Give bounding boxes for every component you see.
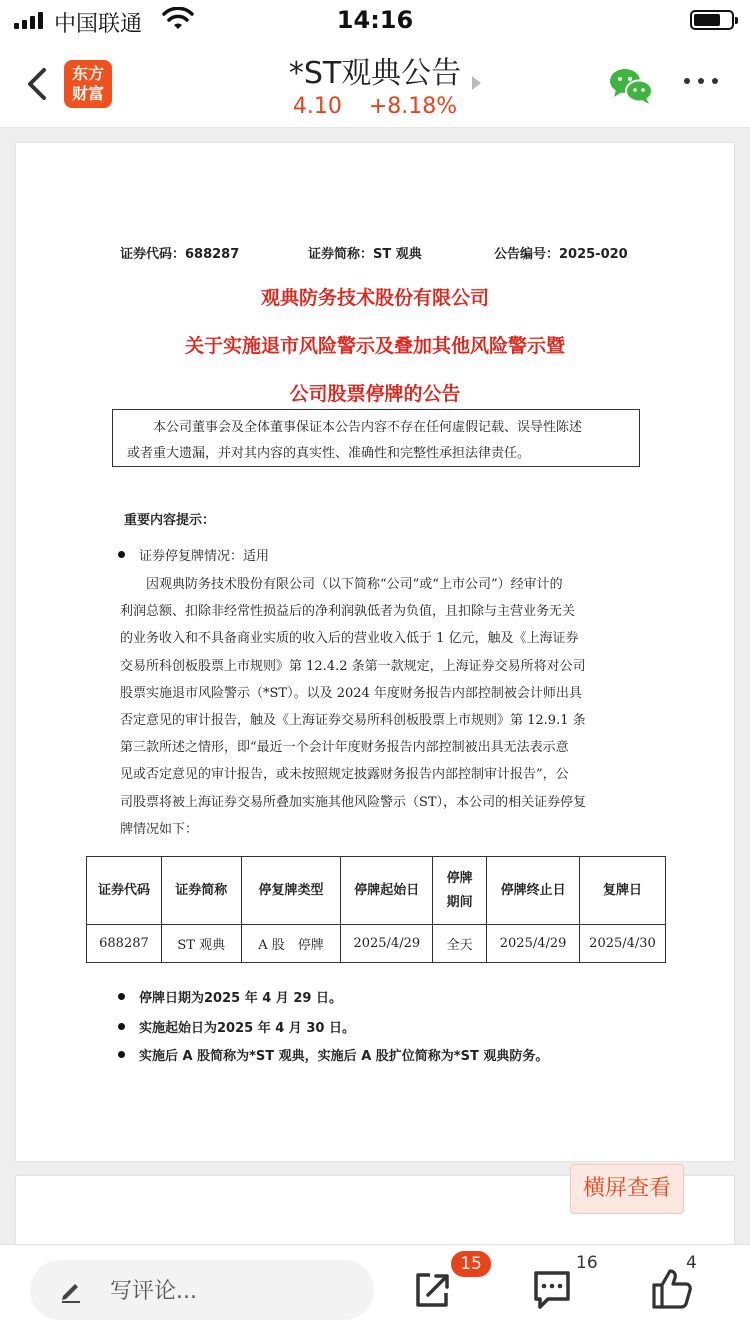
table-cell: 2025/4/30 bbox=[580, 925, 666, 963]
caret-right-icon[interactable] bbox=[472, 76, 481, 90]
company-name-heading: 观典防务技术股份有限公司 bbox=[260, 287, 489, 309]
paragraph-line: 因观典防务技术股份有限公司（以下简称“公司”或“上市公司”）经审计的 bbox=[120, 577, 563, 592]
disclaimer-line1: 本公司董事会及全体董事保证本公告内容不存在任何虚假记载、误导性陈述 bbox=[153, 420, 583, 435]
bullet-text: 停牌日期为2025 年 4 月 29 日。 bbox=[139, 991, 342, 1006]
document-page bbox=[16, 143, 734, 1161]
table-cell: ST 观典 bbox=[161, 925, 241, 963]
bottom-action-bar bbox=[0, 1244, 750, 1334]
table-header: 复牌日 bbox=[580, 857, 666, 925]
table-header: 停牌起始日 bbox=[341, 857, 433, 925]
table-cell: 2025/4/29 bbox=[487, 925, 580, 963]
document-viewer[interactable] bbox=[0, 129, 750, 1244]
table-header bbox=[433, 857, 487, 925]
bullet-dot-icon bbox=[118, 1023, 125, 1030]
table-cell: 2025/4/29 bbox=[341, 925, 433, 963]
landscape-view-button[interactable]: 横屏查看 bbox=[570, 1164, 684, 1214]
bullet-item bbox=[118, 987, 342, 1006]
paragraph-line: 牌情况如下： bbox=[120, 821, 199, 837]
disclaimer-line2: 或者重大遗漏，并对其内容的真实性、准确性和完整性承担法律责任。 bbox=[127, 446, 531, 461]
clock: 14:16 bbox=[336, 6, 414, 34]
pencil-icon bbox=[58, 1277, 84, 1303]
notice-title-line1: 关于实施退市风险警示及叠加其他风险警示暨 bbox=[184, 335, 565, 357]
bullet-text: 实施起始日为2025 年 4 月 30 日。 bbox=[139, 1021, 355, 1036]
logo-text-line1: 东方 bbox=[71, 64, 104, 83]
bullet-dot-icon bbox=[118, 551, 125, 558]
like-count: 4 bbox=[686, 1253, 697, 1273]
notice-title-line2: 公司股票停牌的公告 bbox=[289, 383, 461, 405]
comment-input[interactable] bbox=[30, 1260, 374, 1320]
body-paragraph bbox=[120, 571, 640, 843]
stock-short-name: 证券简称：ST 观典 bbox=[308, 247, 422, 262]
bullet-item bbox=[118, 1045, 548, 1064]
paragraph-line: 的业务收入和不具备商业实质的收入后的营业收入低于 1 亿元，触及《上海证券 bbox=[120, 631, 579, 647]
header-bar bbox=[0, 40, 750, 128]
logo-text-line2: 财富 bbox=[71, 84, 104, 103]
more-options-icon[interactable] bbox=[684, 78, 718, 88]
paragraph-line: 否定意见的审计报告，触及《上海证券交易所科创板股票上市规则》第 12.9.1 条 bbox=[120, 713, 586, 729]
paragraph-line: 第三款所述之情形，即“最近一个会计年度财务报告内部控制被出具无法表示意 bbox=[120, 740, 569, 756]
thumbs-up-icon[interactable] bbox=[650, 1267, 694, 1311]
table-row bbox=[87, 925, 666, 963]
bullet-dot-icon bbox=[118, 993, 125, 1000]
table-cell: 688287 bbox=[87, 925, 162, 963]
table-cell: 全天 bbox=[433, 925, 487, 963]
table-header: 停牌终止日 bbox=[487, 857, 580, 925]
wechat-share-icon[interactable] bbox=[608, 66, 654, 106]
section-title: 重要内容提示： bbox=[124, 513, 216, 528]
paragraph-line: 股票实施退市风险警示（*ST）。以及 2024 年度财务报告内部控制被会计师出具 bbox=[120, 685, 582, 701]
bullet-item bbox=[118, 545, 269, 564]
status-bar bbox=[0, 0, 750, 40]
comment-count: 16 bbox=[576, 1253, 598, 1273]
table-header: 证券简称 bbox=[161, 857, 241, 925]
suspension-table bbox=[86, 856, 666, 963]
comment-icon[interactable] bbox=[530, 1267, 574, 1311]
share-icon[interactable] bbox=[410, 1267, 454, 1311]
page-title[interactable]: *ST观典公告 bbox=[288, 56, 462, 91]
battery-icon bbox=[690, 10, 734, 30]
comment-placeholder: 写评论... bbox=[110, 1279, 197, 1304]
table-cell: A 股 停牌 bbox=[241, 925, 341, 963]
bullet-text: 实施后 A 股简称为*ST 观典，实施后 A 股扩位简称为*ST 观典防务。 bbox=[139, 1049, 549, 1064]
bullet-item bbox=[118, 1017, 355, 1036]
table-header-row bbox=[87, 857, 666, 925]
table-header: 停复牌类型 bbox=[241, 857, 341, 925]
stock-price: 4.10 bbox=[292, 94, 342, 119]
stock-code: 证券代码：688287 bbox=[120, 247, 240, 262]
bullet-text: 证券停复牌情况：适用 bbox=[139, 549, 270, 564]
bullet-dot-icon bbox=[118, 1051, 125, 1058]
paragraph-line: 见或否定意见的审计报告，或未按照规定披露财务报告内部控制审计报告”，公 bbox=[120, 767, 569, 783]
share-count-badge: 15 bbox=[451, 1251, 491, 1277]
notice-number: 公告编号：2025-020 bbox=[494, 247, 628, 262]
carrier-name: 中国联通 bbox=[54, 12, 143, 37]
stock-change: +8.18% bbox=[368, 94, 458, 119]
paragraph-line: 司股票将被上海证券交易所叠加实施其他风险警示（ST），本公司的相关证券停复 bbox=[120, 794, 587, 810]
table-header: 证券代码 bbox=[87, 857, 162, 925]
paragraph-line: 利润总额、扣除非经常性损益后的净利润孰低者为负值，且扣除与主营业务无关 bbox=[120, 604, 576, 620]
disclaimer-box bbox=[112, 409, 640, 467]
paragraph-line: 交易所科创板股票上市规则》第 12.4.2 条第一款规定，上海证券交易所将对公司 bbox=[120, 658, 586, 674]
table-header-text: 停牌期间 bbox=[446, 870, 473, 910]
